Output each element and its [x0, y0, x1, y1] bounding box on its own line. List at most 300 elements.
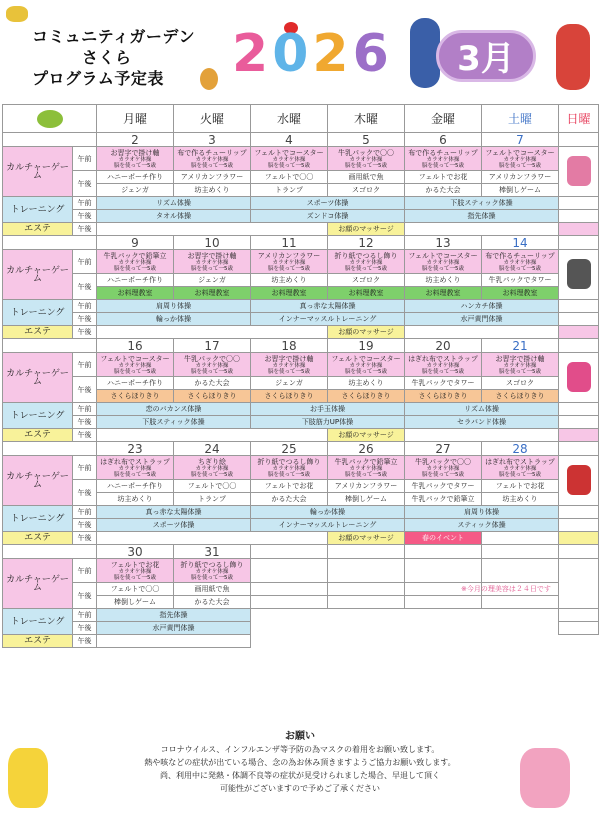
este-row	[3, 326, 599, 339]
activity-cell	[405, 596, 482, 609]
activity-cell: スゴロク	[328, 274, 405, 287]
training-cell: 下肢スティック体操	[97, 416, 251, 429]
day-tuesday: 火曜	[174, 105, 251, 133]
date-row	[3, 545, 599, 559]
training-row	[3, 622, 599, 635]
activity-cell: さくらほりきり	[174, 390, 251, 403]
sunday-cell	[559, 197, 599, 210]
date-row-spacer	[3, 442, 97, 456]
date-cell: 19	[328, 339, 405, 353]
year-digit: 6	[352, 24, 393, 84]
activity-title: フェルトでコースター	[100, 354, 170, 363]
activity-cell	[405, 147, 482, 171]
activity-cell: 牛乳パックでタワー	[482, 274, 559, 287]
pm-label: 午後	[73, 583, 97, 609]
schedule-table	[2, 104, 599, 648]
header	[0, 0, 600, 100]
este-row	[3, 635, 599, 648]
karaoke-label: カラオケ体操	[426, 259, 460, 266]
brain-label: 脳を使って一5歳	[345, 265, 387, 272]
empty-cell	[405, 326, 559, 339]
activity-title: はぎれ布でストラップ	[485, 457, 555, 466]
category-culture: カルチャーゲーム	[3, 147, 73, 197]
year-digit: 2	[312, 24, 353, 84]
activity-cell: アメリカンフラワー	[328, 480, 405, 493]
beauty-note: ※今月の理美容は２４日です	[461, 585, 551, 593]
brain-label: 脳を使って一5歳	[191, 265, 233, 272]
activity-cell	[174, 456, 251, 480]
date-cell	[482, 545, 559, 559]
activity-cell: さくらほりきり	[97, 390, 174, 403]
culture-pm1-row	[3, 171, 599, 184]
date-row	[3, 236, 599, 250]
date-cell: 20	[405, 339, 482, 353]
empty-cell	[97, 635, 251, 648]
date-cell: 14	[482, 236, 559, 250]
date-cell: 31	[174, 545, 251, 559]
activity-cell: 牛乳パックでタワー	[405, 480, 482, 493]
activity-cell: かるた大会	[174, 377, 251, 390]
training-cell: スポーツ体操	[251, 197, 405, 210]
karaoke-label: カラオケ体操	[503, 259, 537, 266]
flower-icon	[200, 68, 218, 90]
brain-label: 脳を使って一5歳	[268, 265, 310, 272]
pm-label: 午後	[73, 519, 97, 532]
karaoke-label: カラオケ体操	[195, 259, 229, 266]
karaoke-label: カラオケ体操	[503, 362, 537, 369]
date-cell	[328, 545, 405, 559]
este-row	[3, 223, 599, 236]
bird-icon	[3, 105, 97, 133]
date-cell: 21	[482, 339, 559, 353]
side-decoration-icon	[559, 353, 599, 403]
activity-title: アメリカンフラワー	[257, 251, 321, 260]
date-cell: 10	[174, 236, 251, 250]
karaoke-label: カラオケ体操	[349, 465, 383, 472]
este-row	[3, 429, 599, 442]
training-row	[3, 300, 599, 313]
activity-cell: 牛乳パックで鉛筆立	[405, 493, 482, 506]
activity-cell	[174, 250, 251, 274]
culture-am-row	[3, 147, 599, 171]
side-decoration-icon	[559, 559, 599, 609]
activity-title: 布で作るチューリップ	[177, 148, 247, 157]
activity-cell: かるた大会	[174, 596, 251, 609]
sunday-cell	[559, 442, 599, 456]
rapeseed-flower-icon	[8, 748, 48, 808]
culture-am-row	[3, 353, 599, 377]
brain-label: 脳を使って一5歳	[191, 368, 233, 375]
activity-cell	[97, 147, 174, 171]
brain-label: 脳を使って一5歳	[422, 368, 464, 375]
pm-label: 午後	[73, 429, 97, 442]
activity-cell: 坊主めくり	[328, 377, 405, 390]
activity-title: 折り紙でつるし飾り	[257, 457, 321, 466]
training-cell: 真っ赤な太陽体操	[251, 300, 405, 313]
pm-label: 午後	[73, 223, 97, 236]
activity-cell	[251, 596, 328, 609]
activity-cell: フェルトで〇〇	[174, 480, 251, 493]
tulip-flower-icon	[520, 748, 570, 808]
este-cell: お顔のマッサージ	[328, 223, 405, 236]
sunday-cell	[559, 236, 599, 250]
activity-title: 布で作るチューリップ	[408, 148, 478, 157]
este-row	[3, 532, 599, 545]
date-cell: 28	[482, 442, 559, 456]
date-cell: 5	[328, 133, 405, 147]
activity-title: 折り紙でつるし飾り	[180, 560, 244, 569]
brain-label: 脳を使って一5歳	[191, 574, 233, 581]
activity-cell: フェルトでお花	[482, 480, 559, 493]
training-cell: 輪っか体操	[251, 506, 405, 519]
am-label: 午前	[73, 197, 97, 210]
activity-cell: 坊主めくり	[482, 493, 559, 506]
activity-cell	[482, 596, 559, 609]
activity-cell	[482, 456, 559, 480]
karaoke-label: カラオケ体操	[118, 259, 152, 266]
culture-am-row	[3, 559, 599, 583]
category-culture: カルチャーゲーム	[3, 353, 73, 403]
brain-label: 脳を使って一5歳	[114, 265, 156, 272]
activity-cell	[328, 596, 405, 609]
day-wednesday: 水曜	[251, 105, 328, 133]
training-cell: 恋のバカンス体操	[97, 403, 251, 416]
brain-label: 脳を使って一5歳	[422, 162, 464, 169]
date-cell: 11	[251, 236, 328, 250]
activity-cell	[251, 250, 328, 274]
training-cell: 肩周り体操	[97, 300, 251, 313]
activity-title: 牛乳パックで〇〇	[415, 457, 471, 466]
pm-label: 午後	[73, 635, 97, 648]
date-cell: 7	[482, 133, 559, 147]
decoration-shape	[567, 465, 591, 495]
activity-title: お習字で掛け軸	[187, 251, 237, 260]
date-cell	[405, 545, 482, 559]
karaoke-label: カラオケ体操	[195, 362, 229, 369]
activity-cell	[251, 583, 328, 596]
activity-cell: フェルトで〇〇	[251, 171, 328, 184]
training-cell: お手玉体操	[251, 403, 405, 416]
category-culture: カルチャーゲーム	[3, 559, 73, 609]
notice-line: コロナウイルス、インフルエンザ等予防の為マスクの着用をお願い致します。	[160, 745, 440, 754]
culture-am-row	[3, 456, 599, 480]
category-culture: カルチャーゲーム	[3, 456, 73, 506]
empty-cell	[97, 223, 328, 236]
date-row	[3, 442, 599, 456]
activity-title: お習字で掛け軸	[264, 354, 314, 363]
activity-cell: アメリカンフラワー	[482, 171, 559, 184]
activity-cell: ジェンガ	[251, 377, 328, 390]
category-este: エステ	[3, 223, 73, 236]
date-cell: 6	[405, 133, 482, 147]
activity-title: フェルトでコースター	[254, 148, 324, 157]
brain-label: 脳を使って一5歳	[499, 162, 541, 169]
activity-cell: かるた大会	[405, 184, 482, 197]
training-cell: リズム体操	[97, 197, 251, 210]
activity-cell: ジェンガ	[97, 184, 174, 197]
karaoke-label: カラオケ体操	[272, 465, 306, 472]
activity-cell: ハニーポーチ作り	[97, 480, 174, 493]
activity-cell: ハニーポーチ作り	[97, 171, 174, 184]
year-digit: 0	[272, 24, 313, 84]
culture-pm1-row	[3, 480, 599, 493]
brain-label: 脳を使って一5歳	[114, 574, 156, 581]
karaoke-label: カラオケ体操	[195, 465, 229, 472]
brain-label: 脳を使って一5歳	[345, 368, 387, 375]
activity-cell: お料理教室	[97, 287, 174, 300]
activity-cell: さくらほりきり	[482, 390, 559, 403]
brain-label: 脳を使って一5歳	[114, 471, 156, 478]
date-cell: 30	[97, 545, 174, 559]
date-cell: 24	[174, 442, 251, 456]
date-cell: 3	[174, 133, 251, 147]
brain-label: 脳を使って一5歳	[114, 368, 156, 375]
training-cell: 水戸黄門体操	[97, 622, 251, 635]
activity-cell	[405, 559, 482, 583]
sunday-cell	[559, 519, 599, 532]
sunday-cell	[559, 532, 599, 545]
karaoke-label: カラオケ体操	[118, 568, 152, 575]
empty-cell	[482, 532, 559, 545]
pm-label: 午後	[73, 416, 97, 429]
activity-cell: お料理教室	[174, 287, 251, 300]
sunday-cell	[559, 223, 599, 236]
activity-cell: フェルトでお花	[251, 480, 328, 493]
activity-title: フェルトでコースター	[331, 354, 401, 363]
decoration-shape	[567, 156, 591, 186]
illustration-area	[251, 585, 599, 648]
sunday-cell	[559, 416, 599, 429]
activity-cell: 坊主めくり	[405, 274, 482, 287]
training-row	[3, 609, 599, 622]
year-digit: 2	[232, 24, 273, 84]
training-cell: 下肢スティック体操	[405, 197, 559, 210]
date-cell: 13	[405, 236, 482, 250]
activity-cell	[97, 456, 174, 480]
hina-doll-empress-icon	[556, 24, 590, 90]
category-este: エステ	[3, 429, 73, 442]
am-label: 午前	[73, 456, 97, 480]
activity-cell	[251, 559, 328, 583]
am-label: 午前	[73, 559, 97, 583]
activity-cell: ハニーポーチ作り	[97, 274, 174, 287]
training-cell: ハンカチ体操	[405, 300, 559, 313]
page-title	[32, 26, 195, 89]
date-cell: 12	[328, 236, 405, 250]
activity-cell	[174, 353, 251, 377]
empty-cell	[97, 532, 328, 545]
date-cell: 4	[251, 133, 328, 147]
title-line-3: プログラム予定表	[32, 69, 164, 88]
activity-cell	[482, 559, 559, 583]
category-este: エステ	[3, 326, 73, 339]
activity-cell: 画用紙で魚	[174, 583, 251, 596]
activity-cell: さくらほりきり	[251, 390, 328, 403]
date-row-spacer	[3, 236, 97, 250]
training-cell: インナーマッスルトレーニング	[251, 519, 405, 532]
notice-line: 尚、利用中に発熱・体調不良等の症状が見受けられました場合、早退して頂く	[160, 771, 440, 780]
sunday-cell	[559, 300, 599, 313]
notice-title: お願い	[285, 731, 315, 742]
date-cell: 25	[251, 442, 328, 456]
karaoke-label: カラオケ体操	[503, 156, 537, 163]
am-label: 午前	[73, 300, 97, 313]
brain-label: 脳を使って一5歳	[499, 471, 541, 478]
training-cell: 指先体操	[405, 210, 559, 223]
brain-label: 脳を使って一5歳	[268, 368, 310, 375]
sunday-cell	[559, 622, 599, 635]
activity-cell: お料理教室	[405, 287, 482, 300]
training-cell: 肩周り体操	[405, 506, 559, 519]
sunday-cell	[559, 429, 599, 442]
karaoke-label: カラオケ体操	[272, 362, 306, 369]
training-cell: 下肢筋力UP体操	[251, 416, 405, 429]
activity-cell	[482, 147, 559, 171]
empty-cell	[97, 326, 328, 339]
butterfly-icon	[6, 6, 28, 22]
date-cell: 27	[405, 442, 482, 456]
sunday-cell	[559, 326, 599, 339]
brain-label: 脳を使って一5歳	[422, 471, 464, 478]
karaoke-label: カラオケ体操	[426, 362, 460, 369]
am-label: 午前	[73, 353, 97, 377]
date-row	[3, 133, 599, 147]
notice-line: 可能性がございますので予めご了承ください	[220, 784, 380, 793]
activity-title: 折り紙でつるし飾り	[334, 251, 398, 260]
sunday-cell	[559, 403, 599, 416]
activity-cell	[251, 353, 328, 377]
sunday-cell	[559, 133, 599, 147]
category-training: トレーニング	[3, 300, 73, 326]
sunday-cell	[559, 339, 599, 353]
category-este: エステ	[3, 635, 73, 648]
activity-title: はぎれ布でストラップ	[100, 457, 170, 466]
este-cell: お顔のマッサージ	[328, 326, 405, 339]
activity-cell: 棒倒しゲーム	[482, 184, 559, 197]
training-cell: 水戸黄門体操	[405, 313, 559, 326]
empty-cell	[251, 622, 559, 635]
empty-cell	[405, 223, 559, 236]
day-saturday: 土曜	[482, 105, 559, 133]
brain-label: 脳を使って一5歳	[422, 265, 464, 272]
activity-cell: 坊主めくり	[251, 274, 328, 287]
activity-cell	[328, 559, 405, 583]
culture-am-row	[3, 250, 599, 274]
day-thursday: 木曜	[328, 105, 405, 133]
pm-label: 午後	[73, 532, 97, 545]
side-decoration-icon	[559, 456, 599, 506]
date-cell: 2	[97, 133, 174, 147]
category-culture: カルチャーゲーム	[3, 250, 73, 300]
karaoke-label: カラオケ体操	[426, 465, 460, 472]
side-decoration-icon	[559, 147, 599, 197]
sunday-cell	[559, 313, 599, 326]
training-row	[3, 197, 599, 210]
activity-cell	[328, 583, 405, 596]
pm-label: 午後	[73, 274, 97, 300]
karaoke-label: カラオケ体操	[118, 362, 152, 369]
brain-label: 脳を使って一5歳	[268, 471, 310, 478]
date-cell: 23	[97, 442, 174, 456]
pm-label: 午後	[73, 622, 97, 635]
day-sunday: 日曜	[559, 105, 599, 133]
activity-cell: 牛乳パックでタワー	[405, 377, 482, 390]
category-training: トレーニング	[3, 197, 73, 223]
activity-cell	[97, 353, 174, 377]
brain-label: 脳を使って一5歳	[345, 162, 387, 169]
day-header-row	[3, 105, 599, 133]
brain-label: 脳を使って一5歳	[345, 471, 387, 478]
empty-cell	[251, 609, 559, 622]
activity-cell	[97, 559, 174, 583]
activity-cell	[405, 456, 482, 480]
am-label: 午前	[73, 506, 97, 519]
training-row	[3, 519, 599, 532]
activity-title: はぎれ布でストラップ	[408, 354, 478, 363]
training-cell: 真っ赤な太陽体操	[97, 506, 251, 519]
training-row	[3, 403, 599, 416]
activity-cell: 坊主めくり	[97, 493, 174, 506]
activity-cell: フェルトでお花	[405, 171, 482, 184]
brain-label: 脳を使って一5歳	[268, 162, 310, 169]
date-row-spacer	[3, 339, 97, 353]
activity-cell	[174, 147, 251, 171]
activity-title: フェルトでコースター	[485, 148, 555, 157]
karaoke-label: カラオケ体操	[349, 362, 383, 369]
training-cell: 輪っか体操	[97, 313, 251, 326]
karaoke-label: カラオケ体操	[118, 156, 152, 163]
empty-cell	[405, 429, 559, 442]
category-training: トレーニング	[3, 609, 73, 635]
training-cell: ズンドコ体操	[251, 210, 405, 223]
activity-cell: アメリカンフラワー	[174, 171, 251, 184]
activity-title: お習字で掛け軸	[110, 148, 160, 157]
brain-label: 脳を使って一5歳	[499, 265, 541, 272]
activity-cell: 棒倒しゲーム	[97, 596, 174, 609]
decoration-shape	[567, 259, 591, 289]
training-cell: リズム体操	[405, 403, 559, 416]
activity-cell	[328, 456, 405, 480]
activity-cell	[328, 353, 405, 377]
training-row	[3, 313, 599, 326]
activity-title: 牛乳パックで〇〇	[184, 354, 240, 363]
category-este: エステ	[3, 532, 73, 545]
activity-cell: お料理教室	[328, 287, 405, 300]
date-cell: 17	[174, 339, 251, 353]
activity-cell: さくらほりきり	[405, 390, 482, 403]
activity-cell: お料理教室	[482, 287, 559, 300]
month-badge: 3月	[436, 30, 536, 82]
date-row-spacer	[3, 545, 97, 559]
activity-cell	[328, 250, 405, 274]
sunday-cell	[559, 210, 599, 223]
activity-cell: トランプ	[251, 184, 328, 197]
training-cell: セラバンド体操	[405, 416, 559, 429]
date-cell: 16	[97, 339, 174, 353]
pm-label: 午後	[73, 377, 97, 403]
notice-line: 熱や咳などの症状が出ている場合、念の為お休み頂きますようご協力お願い致します。	[144, 758, 456, 767]
pm-label: 午後	[73, 326, 97, 339]
sunday-cell	[559, 609, 599, 622]
am-label: 午前	[73, 403, 97, 416]
training-cell: タオル体操	[97, 210, 251, 223]
karaoke-label: カラオケ体操	[118, 465, 152, 472]
activity-cell: かるた大会	[251, 493, 328, 506]
activity-cell	[482, 250, 559, 274]
brain-label: 脳を使って一5歳	[499, 368, 541, 375]
pm-label: 午後	[73, 171, 97, 197]
category-training: トレーニング	[3, 403, 73, 429]
